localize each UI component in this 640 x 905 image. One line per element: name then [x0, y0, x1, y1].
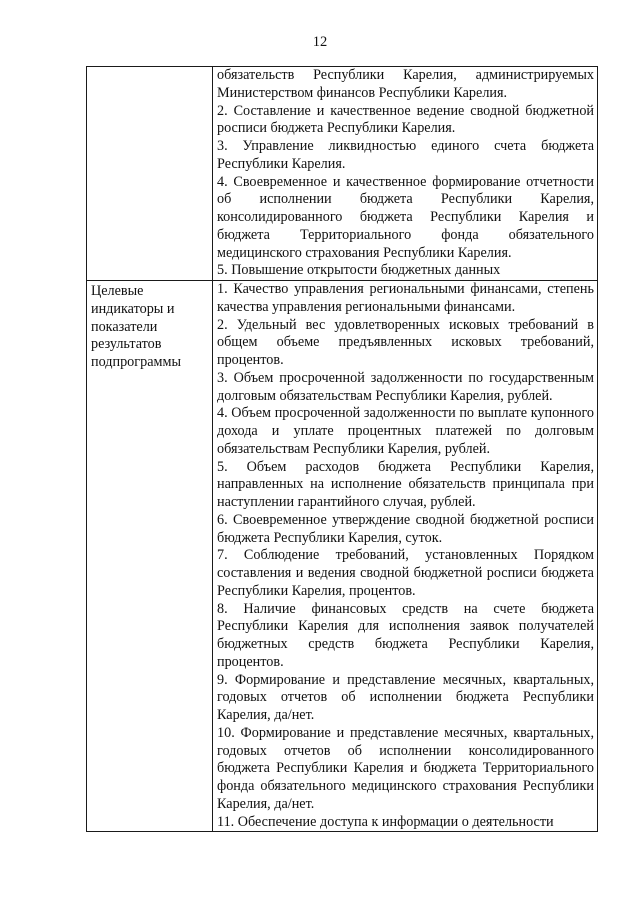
task-item: 4. Своевременное и качественное формирование отчетности об исполнении бюджета Республики Карелия, консолидированного бюджета Республики Карелия и бюджета Территориального фонда обязательного медицинского страхования Республики Карелия.	[217, 173, 594, 261]
indicator-item: 8. Наличие финансовых средств на счете бюджета Республики Карелия для исполнения заявок получателей бюджетных средств бюджета Республики Карелия, процентов.	[217, 600, 594, 670]
indicator-item: 9. Формирование и представление месячных, квартальных, годовых отчетов об исполнении бюджета Республики Карелия, да/нет.	[217, 671, 594, 723]
indicator-item: 10. Формирование и представление месячных, квартальных, годовых отчетов об исполнении консолидированного бюджета Республики Карелия и бюджета Территориального фонда обязательного медицинского страхования Республики Карелия, да/нет.	[217, 724, 594, 812]
indicator-item: 11. Обеспечение доступа к информации о деятельности	[217, 813, 554, 830]
task-item: 3. Управление ликвидностью единого счета бюджета Республики Карелия.	[217, 138, 594, 172]
task-item: 5. Повышение открытости бюджетных данных	[217, 262, 501, 279]
page-number: 12	[312, 34, 328, 50]
table-row-tasks	[87, 67, 598, 281]
row-label-indicators: Целевые индикаторы и показатели результатов подпрограммы	[87, 281, 213, 832]
indicator-item: 5. Объем расходов бюджета Республики Карелия, направленных на исполнение обязательств принципала при наступлении гарантийного случая, рублей.	[217, 458, 594, 510]
indicator-item: 2. Удельный вес удовлетворенных исковых требований в общем объеме предъявленных исковых требований, процентов.	[217, 316, 594, 368]
indicator-item: 1. Качество управления региональными финансами, степень качества управления региональными финансами.	[217, 281, 594, 315]
indicators-content-cell	[213, 281, 598, 832]
task-item: 2. Составление и качественное ведение сводной бюджетной росписи бюджета Республики Карелия.	[217, 102, 594, 137]
subprogram-passport-table	[86, 66, 598, 832]
table-row-indicators	[87, 281, 598, 832]
tasks-content-cell	[213, 67, 598, 281]
task-item: обязательств Республики Карелия, администрируемых Министерством финансов Республики Карелия.	[217, 67, 594, 101]
indicator-item: 3. Объем просроченной задолженности по государственным долговым обязательствам Республики Карелия, рублей.	[217, 369, 594, 404]
row-label-empty	[87, 67, 213, 281]
indicator-item: 6. Своевременное утверждение сводной бюджетной росписи бюджета Республики Карелия, суток.	[217, 511, 594, 546]
indicator-item: 4. Объем просроченной задолженности по выплате купонного дохода и уплате процентных платежей по долговым обязательствам Республики Карелия, рублей.	[217, 405, 594, 457]
indicator-item: 7. Соблюдение требований, установленных Порядком составления и ведения сводной бюджетной росписи бюджета Республики Карелия, процентов.	[217, 547, 594, 599]
